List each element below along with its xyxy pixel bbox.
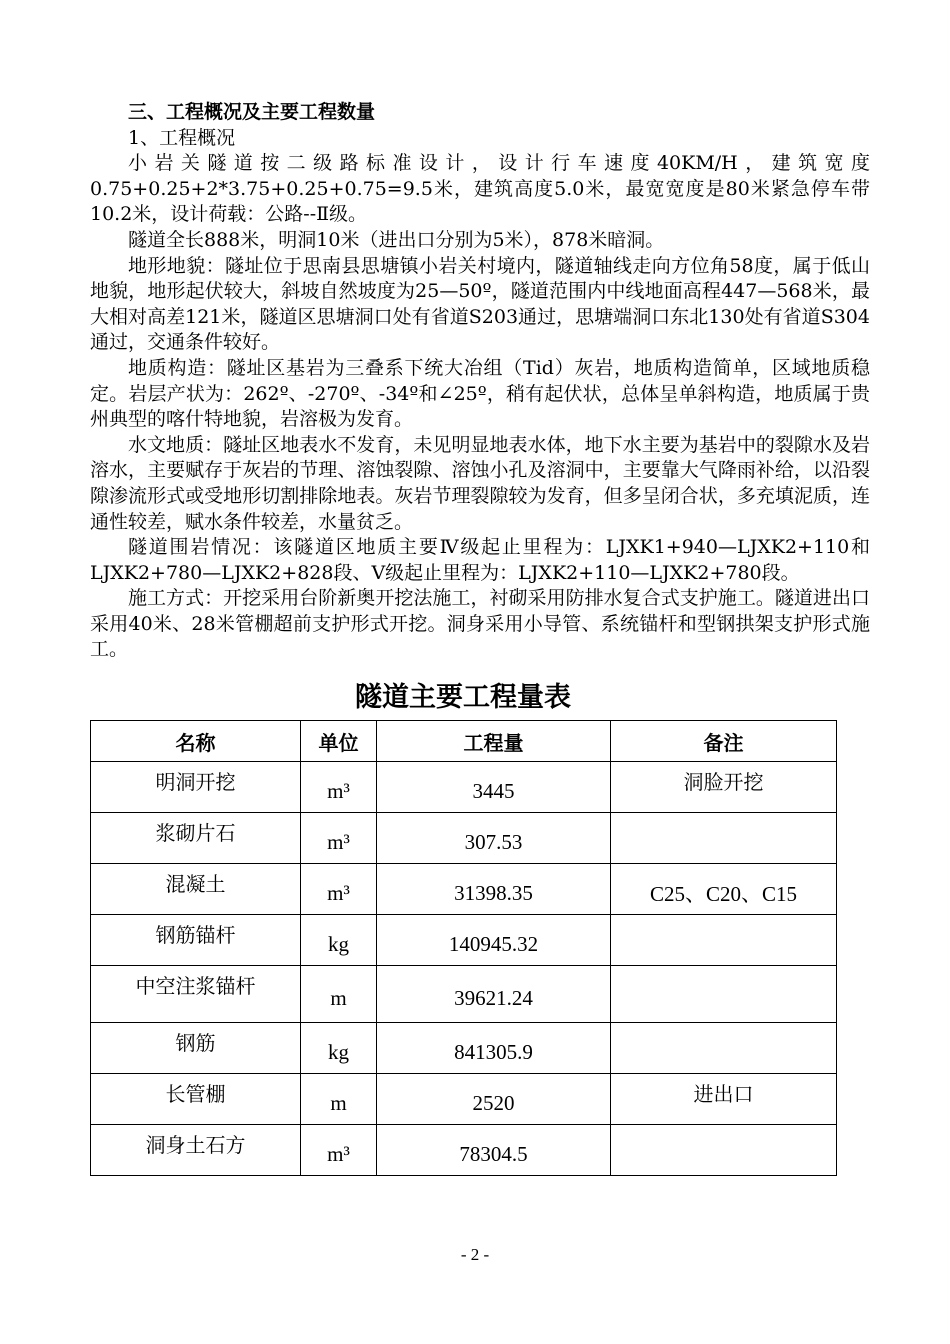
cell-note bbox=[611, 966, 837, 1023]
cell-unit: kg bbox=[301, 915, 377, 966]
table-row bbox=[91, 762, 837, 813]
cell-unit: m³ bbox=[301, 762, 377, 813]
table-row bbox=[91, 1125, 837, 1176]
table-row bbox=[91, 813, 837, 864]
cell-note bbox=[611, 813, 837, 864]
document-body bbox=[90, 100, 870, 663]
cell-name: 钢筋锚杆 bbox=[91, 915, 301, 966]
cell-unit: m bbox=[301, 966, 377, 1023]
table-row bbox=[91, 1074, 837, 1125]
cell-name: 中空注浆锚杆 bbox=[91, 966, 301, 1023]
page-number: - 2 - bbox=[460, 1245, 490, 1264]
header-name: 名称 bbox=[91, 721, 301, 762]
cell-note: 洞脸开挖 bbox=[611, 762, 837, 813]
paragraph-design-standard: 小岩关隧道按二级路标准设计，设计行车速度40KM/H，建筑宽度0.75+0.25+2*3.75+0.25+0.75=9.5米，建筑高度5.0米，最宽宽度是80米紧急停车带10.2米，设计荷载：公路--Ⅱ级。 bbox=[90, 152, 870, 226]
header-note: 备注 bbox=[611, 721, 837, 762]
cell-note: 进出口 bbox=[611, 1074, 837, 1125]
quantity-table bbox=[90, 720, 837, 1176]
cell-unit: kg bbox=[301, 1023, 377, 1074]
cell-name: 混凝土 bbox=[91, 864, 301, 915]
table-title: 隧道主要工程量表 bbox=[355, 682, 571, 713]
cell-unit: m³ bbox=[301, 813, 377, 864]
header-quantity: 工程量 bbox=[377, 721, 611, 762]
cell-quantity: 3445 bbox=[377, 762, 611, 813]
cell-quantity: 307.53 bbox=[377, 813, 611, 864]
table-row bbox=[91, 915, 837, 966]
cell-quantity: 140945.32 bbox=[377, 915, 611, 966]
cell-note: C25、C20、C15 bbox=[611, 864, 837, 915]
paragraph-surrounding-rock: 隧道围岩情况：该隧道区地质主要Ⅳ级起止里程为：LJXK1+940—LJXK2+110和LJXK2+780—LJXK2+828段、Ⅴ级起止里程为：LJXK2+110—LJXK2+780段。 bbox=[90, 536, 870, 584]
cell-note bbox=[611, 1125, 837, 1176]
cell-unit: m bbox=[301, 1074, 377, 1125]
cell-quantity: 2520 bbox=[377, 1074, 611, 1125]
paragraph-tunnel-length: 隧道全长888米，明洞10米（进出口分别为5米），878米暗洞。 bbox=[128, 228, 665, 251]
table-header-row bbox=[91, 721, 837, 762]
paragraph-construction-method: 施工方式：开挖采用台阶新奥开挖法施工，衬砌采用防排水复合式支护施工。隧道进出口采用40米、28米管棚超前支护形式开挖。洞身采用小导管、系统锚杆和型钢拱架支护形式施工。 bbox=[90, 587, 870, 661]
paragraph-terrain: 地形地貌：隧址位于思南县思塘镇小岩关村境内，隧道轴线走向方位角58度，属于低山地貌，地形起伏较大，斜坡自然坡度为25—50º，隧道范围内中线地面高程447—568米，最大相对高差121米，隧道区思塘洞口处有省道S203通过，思塘端洞口东北130处有省道S304通过，交通条件较好。 bbox=[90, 254, 870, 354]
cell-quantity: 841305.9 bbox=[377, 1023, 611, 1074]
paragraph-hydrology: 水文地质：隧址区地表水不发育，未见明显地表水体，地下水主要为基岩中的裂隙水及岩溶水，主要赋存于灰岩的节理、溶蚀裂隙、溶蚀小孔及溶洞中，主要靠大气降雨补给，以沿裂隙渗流形式或受地形切割排除地表。灰岩节理裂隙较为发育，但多呈闭合状，多充填泥质，连通性较差，赋水条件较差，水量贫乏。 bbox=[90, 433, 870, 533]
cell-unit: m³ bbox=[301, 864, 377, 915]
paragraph-geology: 地质构造：隧址区基岩为三叠系下统大冶组（Tid）灰岩，地质构造简单，区域地质稳定。岩层产状为：262º、-270º、-34º和∠25º，稍有起伏状，总体呈单斜构造，地质属于贵州典型的喀什特地貌，岩溶极为发育。 bbox=[90, 356, 870, 431]
cell-note bbox=[611, 915, 837, 966]
header-unit: 单位 bbox=[301, 721, 377, 762]
cell-unit: m³ bbox=[301, 1125, 377, 1176]
cell-note bbox=[611, 1023, 837, 1074]
cell-name: 洞身土石方 bbox=[91, 1125, 301, 1176]
section-heading: 三、工程概况及主要工程数量 bbox=[128, 101, 376, 123]
cell-quantity: 31398.35 bbox=[377, 864, 611, 915]
table-row bbox=[91, 864, 837, 915]
cell-name: 钢筋 bbox=[91, 1023, 301, 1074]
table-row bbox=[91, 1023, 837, 1074]
cell-name: 浆砌片石 bbox=[91, 813, 301, 864]
cell-name: 长管棚 bbox=[91, 1074, 301, 1125]
subsection-heading: 1、工程概况 bbox=[128, 126, 236, 149]
cell-quantity: 78304.5 bbox=[377, 1125, 611, 1176]
cell-quantity: 39621.24 bbox=[377, 966, 611, 1023]
cell-name: 明洞开挖 bbox=[91, 762, 301, 813]
table-row bbox=[91, 966, 837, 1023]
